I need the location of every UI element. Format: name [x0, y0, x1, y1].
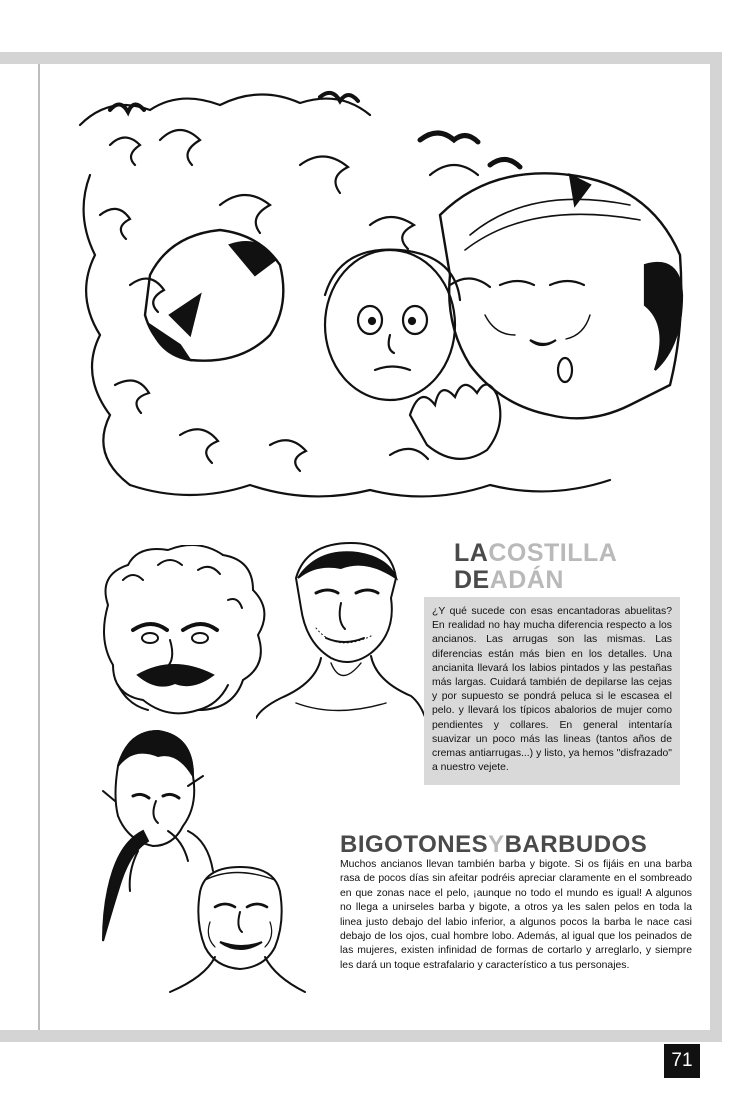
- page-frame-top: [0, 52, 722, 64]
- section-title-bigotones: [340, 831, 647, 858]
- section-title-la-costilla: [454, 540, 617, 567]
- section-title-de-adan: [454, 567, 564, 594]
- page-frame-right: [710, 52, 722, 1042]
- page-margin-line: [38, 64, 40, 1030]
- smiling-old-man-illustration: [165, 862, 315, 1007]
- grandmothers-caption-box: [424, 597, 680, 785]
- title-word-adan: ADÁN: [489, 566, 564, 594]
- title-word-bigotones: BIGOTONES: [340, 831, 489, 858]
- smoke-faces-illustration: [70, 85, 685, 505]
- grandmothers-body-text: ¿Y qué sucede con esas encantadoras abuelitas? En realidad no hay mucha diferencia respecto a los ancianos. Las arrugas son las mismas. Las diferencias están más bien en los detalles. Una ancianita llevará los labios pintados y las pestañas más largas. Cuidará también de depilarse las cejas y por supuesto se pondrá peluca si le escasea el pelo. y llevará los típicos abalorios de mujer como pendientes y collares. En general intentaría suavizar un poco más las lineas (tantos años de cremas antiarrugas...) y listo, ya hemos "disfrazado" a nuestro vejete.: [432, 606, 672, 774]
- title-word-de: DE: [454, 566, 490, 594]
- title-word-barbudos: BARBUDOS: [504, 831, 648, 858]
- curly-beard-old-man-illustration: [78, 545, 268, 720]
- beards-body-text: Muchos ancianos llevan también barba y bigote. Si os fijáis en una barba rasa de pocos días sin afeitar podréis apreciar claramente en el sombreado en que zonas nace el pelo, ¡aunque no todo el mundo es igual! A algunos no llega a unirseles barba y bigote, a otros ya les salen pelos en toda la linea justo debajo del labio inferior, a algunos pocos la barba le nace casi debajo de los ojos, cual hombre lobo. Además, al igual que los peinados de las mujeres, existen infinidad de formas de cortarlo y arreglarlo, y siempre les dará un toque estrafalario y característico a tus personajes.: [340, 859, 692, 971]
- stubble-man-illustration: [256, 538, 426, 720]
- title-word-costilla: COSTILLA: [488, 539, 618, 567]
- page-frame-bottom: [0, 1030, 722, 1042]
- page-number: 71: [664, 1044, 700, 1078]
- title-word-y: Y: [488, 831, 505, 858]
- title-word-la: LA: [454, 539, 489, 567]
